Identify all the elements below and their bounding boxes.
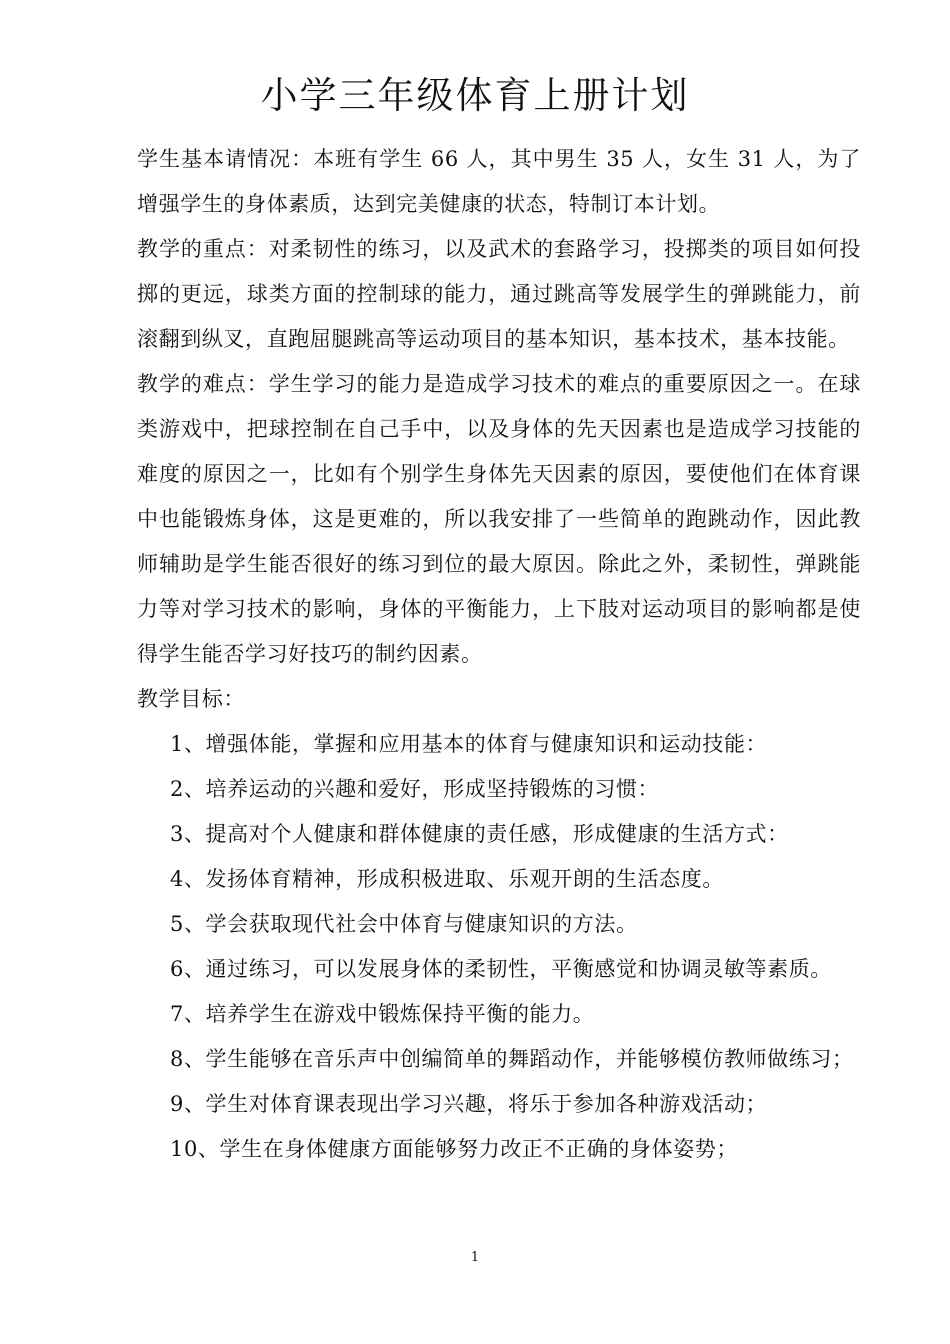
goals-list bbox=[137, 722, 861, 1172]
basic-situation-paragraph: 学生基本请情况：本班有学生 66 人，其中男生 35 人，女生 31 人，为了增强学生的身体素质，达到完美健康的状态，特制订本计划。 bbox=[137, 147, 861, 216]
goal-item: 1、增强体能，掌握和应用基本的体育与健康知识和运动技能： bbox=[170, 732, 768, 756]
goal-item: 6、通过练习，可以发展身体的柔韧性，平衡感觉和协调灵敏等素质。 bbox=[170, 957, 832, 981]
goal-item: 4、发扬体育精神，形成积极进取、乐观开朗的生活态度。 bbox=[170, 867, 724, 891]
goal-item: 9、学生对体育课表现出学习兴趣，将乐于参加各种游戏活动； bbox=[170, 1092, 768, 1116]
goal-item: 8、学生能够在音乐声中创编简单的舞蹈动作，并能够模仿教师做练习； bbox=[170, 1047, 854, 1071]
difficulties-paragraph: 教学的难点：学生学习的能力是造成学习技术的难点的重要原因之一。在球类游戏中，把球控制在自己手中，以及身体的先天因素也是造成学习技能的难度的原因之一，比如有个别学生身体先天因素的原因，要使他们在体育课中也能锻炼身体，这是更难的，所以我安排了一些简单的跑跳动作，因此教师辅助是学生能否很好的练习到位的最大原因。除此之外，柔韧性，弹跳能力等对学习技术的影响，身体的平衡能力，上下肢对运动项目的影响都是使得学生能否学习好技巧的制约因素。 bbox=[137, 372, 861, 666]
goals-heading: 教学目标： bbox=[137, 687, 245, 711]
goal-item: 10、学生在身体健康方面能够努力改正不正确的身体姿势； bbox=[170, 1137, 738, 1161]
goal-item: 5、学会获取现代社会中体育与健康知识的方法。 bbox=[170, 912, 638, 936]
document-title: 小学三年级体育上册计划 bbox=[260, 74, 690, 117]
goal-item: 7、培养学生在游戏中锻炼保持平衡的能力。 bbox=[170, 1002, 595, 1026]
document-body bbox=[137, 137, 861, 1172]
page-number: 1 bbox=[470, 1250, 480, 1265]
key-points-paragraph: 教学的重点：对柔韧性的练习，以及武术的套路学习，投掷类的项目如何投掷的更远，球类方面的控制球的能力，通过跳高等发展学生的弹跳能力，前滚翻到纵叉，直跑屈腿跳高等运动项目的基本知识，基本技术，基本技能。 bbox=[137, 237, 861, 351]
goal-item: 3、提高对个人健康和群体健康的责任感，形成健康的生活方式： bbox=[170, 822, 789, 846]
goal-item: 2、培养运动的兴趣和爱好，形成坚持锻炼的习惯： bbox=[170, 777, 660, 801]
